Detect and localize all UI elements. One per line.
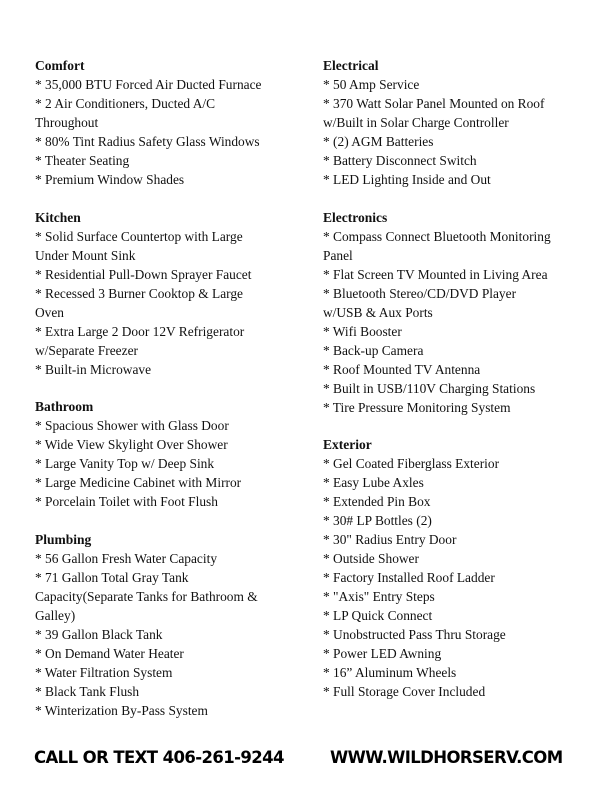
spec-item: * 35,000 BTU Forced Air Ducted Furnace: [35, 77, 262, 92]
spec-item: * Residential Pull-Down Sprayer Faucet: [35, 266, 252, 282]
spec-section-comfort: [35, 56, 305, 189]
section-title: Kitchen: [35, 209, 81, 225]
spec-item: * 16” Aluminum Wheels: [323, 665, 457, 680]
spec-item: * Easy Lube Axles: [323, 475, 424, 490]
section-title: Plumbing: [35, 531, 92, 547]
spec-section-electrical: [323, 56, 588, 189]
spec-item: * Extended Pin Box: [323, 494, 431, 509]
spec-item: * LP Quick Connect: [323, 608, 433, 623]
spec-item: * Black Tank Flush: [35, 683, 140, 699]
section-title: Electrical: [323, 58, 379, 73]
spec-item: * Extra Large 2 Door 12V Refrigerator w/Separate Freezer: [35, 323, 245, 358]
spec-item: * Tire Pressure Monitoring System: [323, 399, 511, 415]
spec-item: * Flat Screen TV Mounted in Living Area: [323, 266, 548, 282]
spec-item: * 71 Gallon Total Gray Tank Capacity(Separate Tanks for Bathroom & Galley): [35, 569, 258, 623]
spec-item: * "Axis" Entry Steps: [323, 589, 435, 604]
spec-item: * Large Vanity Top w/ Deep Sink: [35, 456, 215, 471]
section-title: Exterior: [323, 437, 372, 452]
spec-section-electronics: [323, 208, 588, 417]
footer-phone: CALL OR TEXT 406-261-9244: [34, 748, 284, 767]
spec-item: * 2 Air Conditioners, Ducted A/C Throughout: [35, 96, 216, 130]
spec-item: * Factory Installed Roof Ladder: [323, 570, 495, 585]
left-column: [35, 56, 305, 738]
spec-item: * Theater Seating: [35, 153, 130, 168]
spec-item: * Water Filtration System: [35, 664, 173, 680]
spec-section-exterior: [323, 435, 588, 701]
spec-section-plumbing: [35, 530, 305, 720]
spec-item: * Large Medicine Cabinet with Mirror: [35, 475, 242, 490]
spec-item: * Winterization By-Pass System: [35, 702, 208, 718]
spec-item: * Full Storage Cover Included: [323, 684, 486, 699]
spec-item: * (2) AGM Batteries: [323, 134, 434, 149]
spec-item: * 80% Tint Radius Safety Glass Windows: [35, 134, 260, 149]
spec-item: * Solid Surface Countertop with Large Under Mount Sink: [35, 228, 243, 263]
spec-item: * Unobstructed Pass Thru Storage: [323, 627, 506, 642]
spec-item: * Wifi Booster: [323, 323, 402, 339]
spec-item: * On Demand Water Heater: [35, 645, 184, 661]
spec-item: * Compass Connect Bluetooth Monitoring Panel: [323, 228, 551, 263]
spec-item: * Porcelain Toilet with Foot Flush: [35, 494, 218, 509]
spec-item: * 370 Watt Solar Panel Mounted on Roof w/Built in Solar Charge Controller: [323, 96, 545, 130]
spec-item: * LED Lighting Inside and Out: [323, 172, 491, 187]
spec-item: * Bluetooth Stereo/CD/DVD Player w/USB & Aux Ports: [323, 285, 517, 320]
spec-item: * Spacious Shower with Glass Door: [35, 418, 229, 433]
spec-section-bathroom: [35, 397, 305, 511]
spec-section-kitchen: [35, 208, 305, 379]
spec-item: * Built in USB/110V Charging Stations: [323, 380, 536, 396]
spec-item: * 30" Radius Entry Door: [323, 532, 457, 547]
spec-item: * Outside Shower: [323, 551, 419, 566]
section-title: Bathroom: [35, 399, 94, 414]
spec-item: * Roof Mounted TV Antenna: [323, 361, 481, 377]
spec-item: * 30# LP Bottles (2): [323, 513, 432, 528]
spec-item: * Built-in Microwave: [35, 361, 152, 377]
spec-item: * 56 Gallon Fresh Water Capacity: [35, 550, 218, 566]
section-title: Comfort: [35, 58, 85, 73]
section-title: Electronics: [323, 209, 388, 225]
spec-item: * Battery Disconnect Switch: [323, 153, 477, 168]
right-column: [323, 56, 588, 720]
spec-item: * 39 Gallon Black Tank: [35, 626, 163, 642]
spec-item: * Gel Coated Fiberglass Exterior: [323, 456, 500, 471]
spec-item: * Premium Window Shades: [35, 172, 185, 187]
spec-item: * 50 Amp Service: [323, 77, 420, 92]
spec-item: * Wide View Skylight Over Shower: [35, 437, 228, 452]
spec-item: * Recessed 3 Burner Cooktop & Large Oven: [35, 285, 244, 320]
footer-website: WWW.WILDHORSERV.COM: [330, 748, 563, 767]
spec-item: * Power LED Awning: [323, 646, 442, 661]
spec-item: * Back-up Camera: [323, 342, 424, 358]
